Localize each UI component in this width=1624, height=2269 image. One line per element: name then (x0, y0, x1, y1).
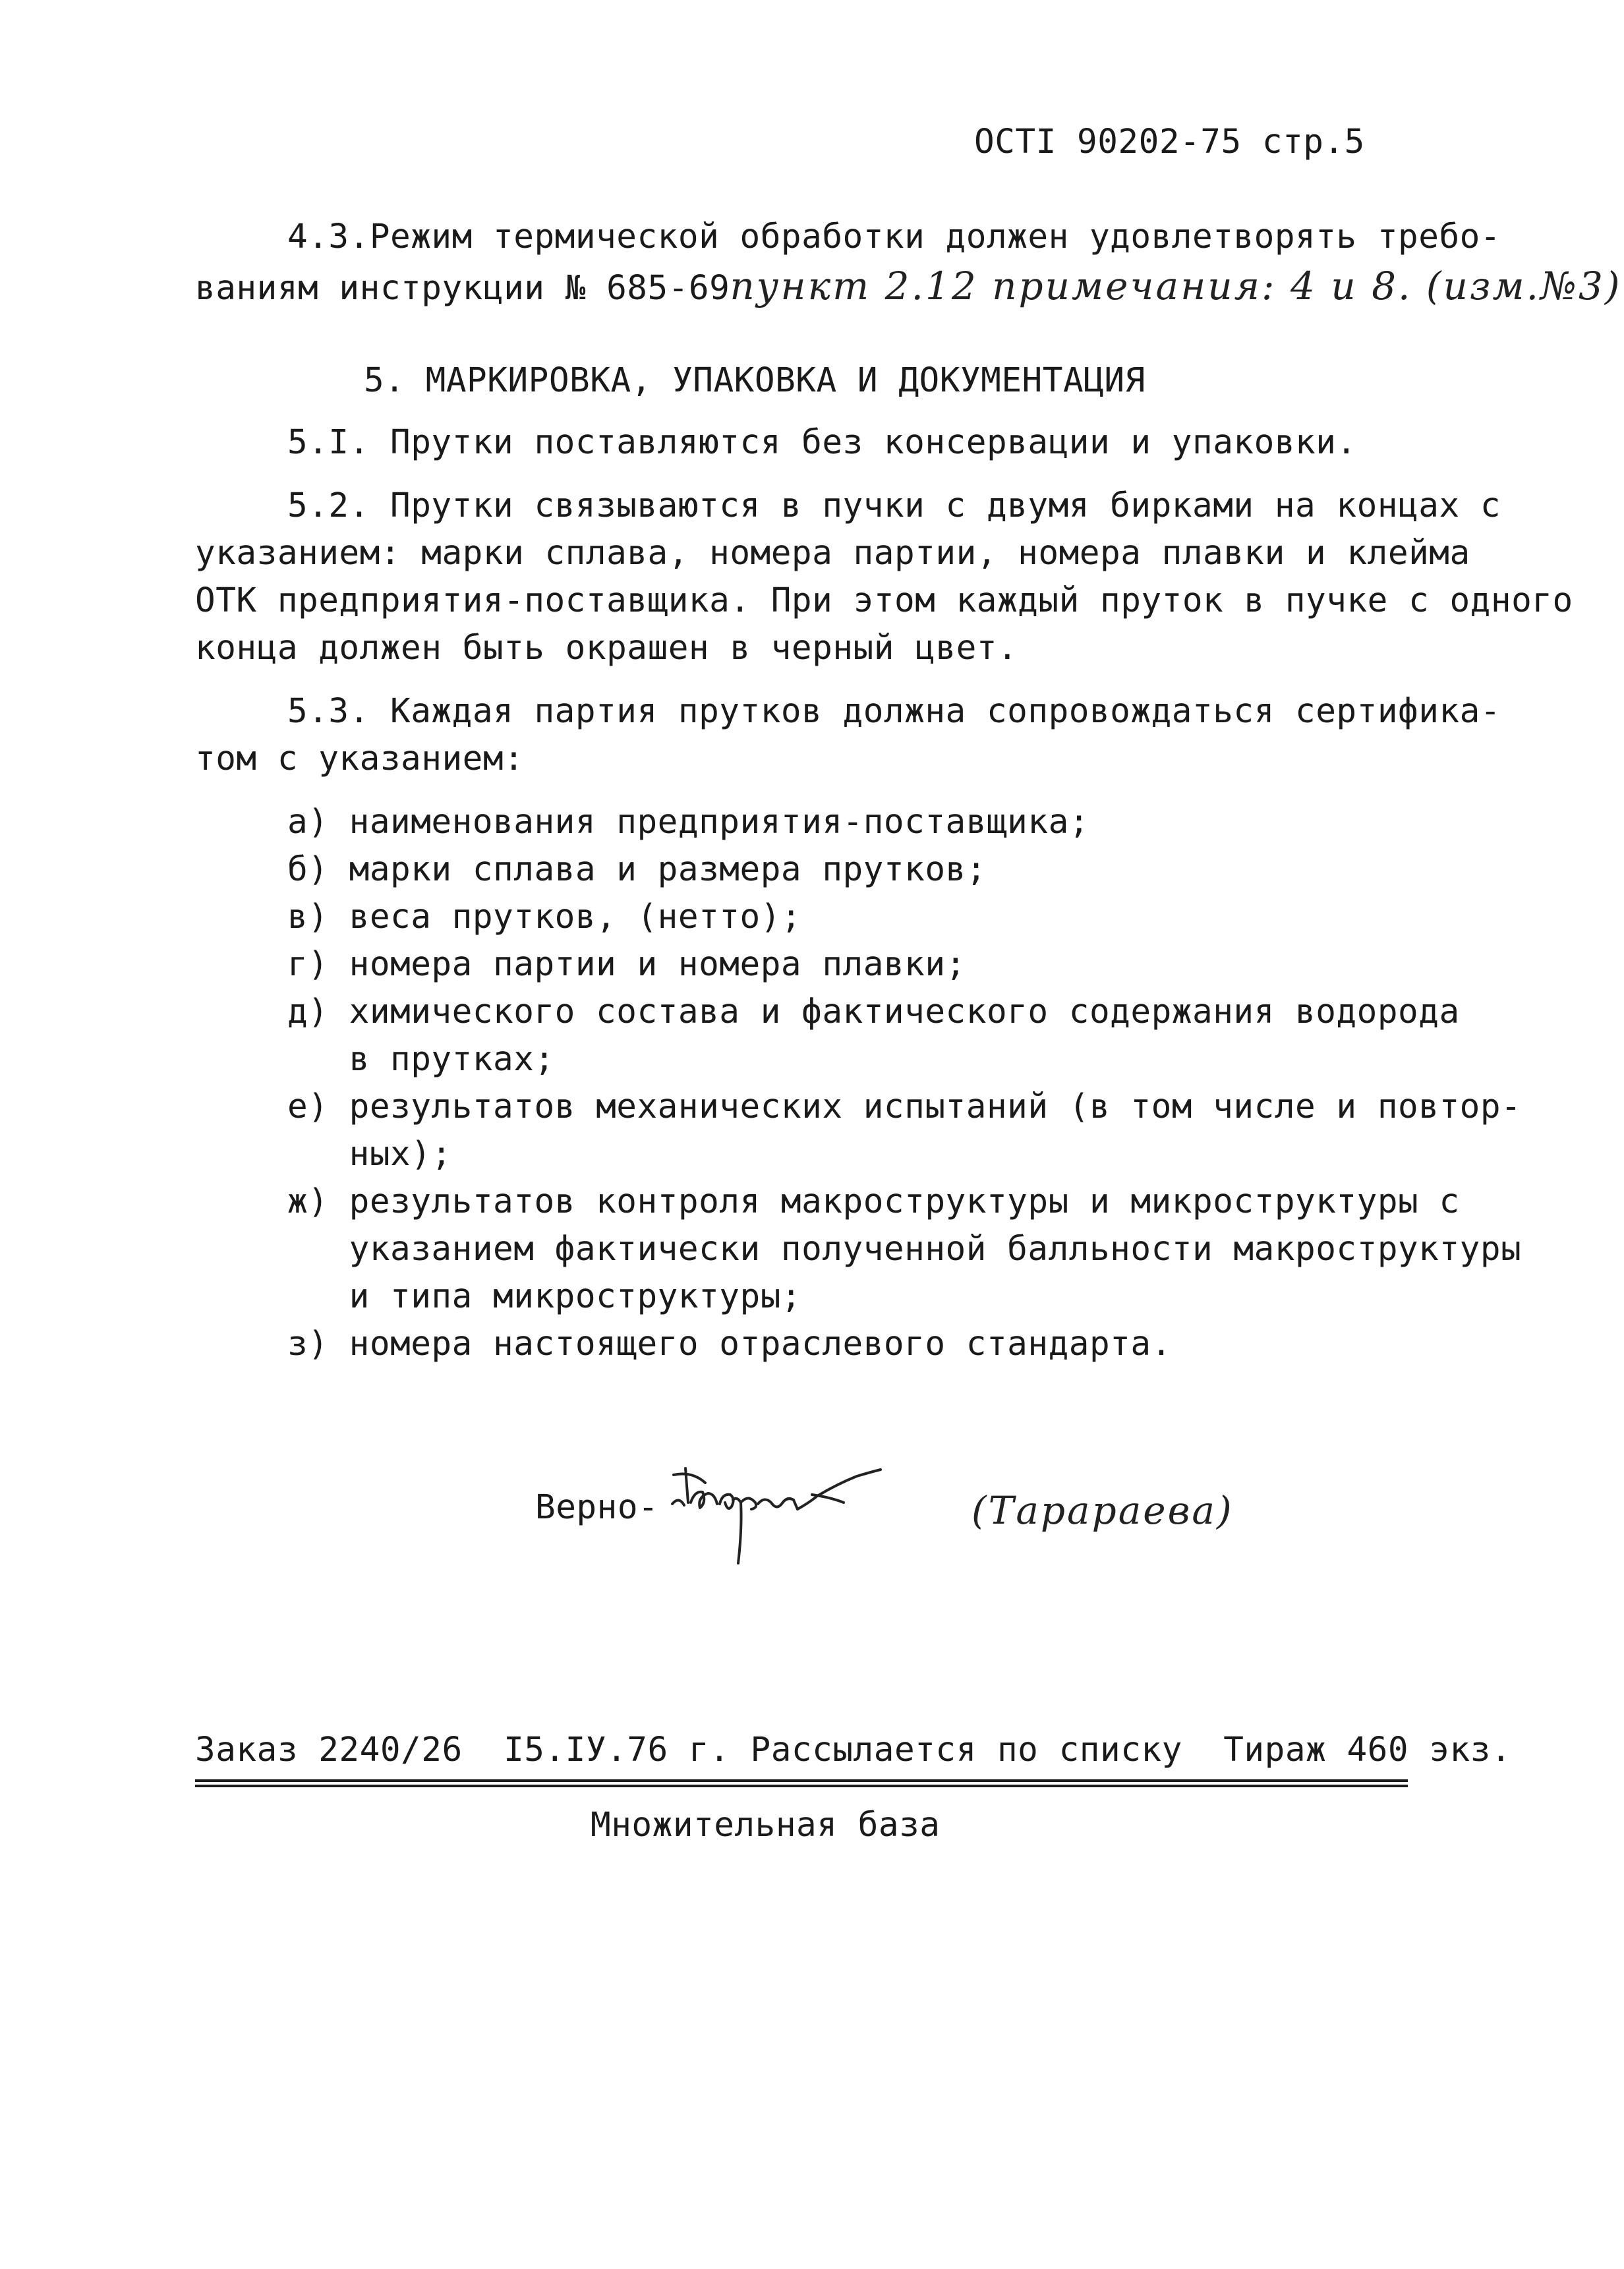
list-item-d-cont: в прутках; (287, 1040, 555, 1079)
section-5-title: 5. МАРКИРОВКА, УПАКОВКА И ДОКУМЕНТАЦИЯ (364, 361, 1146, 400)
document-reference: ОСТI 90202-75 стр.5 (974, 123, 1365, 161)
handwritten-amendment: пункт 2.12 примечания: 4 и 8. (изм.№3) (730, 264, 1622, 308)
imprint-rule-bottom (195, 1785, 1408, 1787)
signatory-name: (Тарараева) (972, 1488, 1234, 1533)
clause-5-1: 5.I. Прутки поставляются без консервации и упаковки. (287, 423, 1357, 462)
list-item-b: б) марки сплава и размера прутков; (287, 850, 987, 889)
clause-5-2-line-3: ОТК предприятия-поставщика. При этом каждый пруток в пучке с одного (195, 581, 1573, 620)
list-item-e-cont: ных); (287, 1135, 452, 1174)
signature-image (659, 1456, 936, 1575)
imprint-rule-top (195, 1779, 1408, 1782)
list-item-zh-cont-2: и типа микроструктуры; (287, 1277, 802, 1316)
list-item-zh-cont-1: указанием фактически полученной балльности макроструктуры (287, 1230, 1522, 1269)
clause-4-3-typed-text: ваниям инструкции № 685-69 (195, 269, 730, 308)
clause-5-3-line-2: том с указанием: (195, 739, 525, 778)
list-item-zh: ж) результатов контроля макроструктуры и микроструктуры с (287, 1182, 1460, 1221)
list-item-g: г) номера партии и номера плавки; (287, 945, 966, 984)
clause-5-2-line-1: 5.2. Прутки связываются в пучки с двумя бирками на концах с (287, 486, 1501, 525)
clause-5-3-line-1: 5.3. Каждая партия прутков должна сопровождаться сертифика- (287, 692, 1501, 731)
clause-4-3-line-2 (195, 266, 1621, 308)
list-item-e: е) результатов механических испытаний (в том числе и повтор- (287, 1087, 1522, 1126)
clause-5-2-line-2: указанием: марки сплава, номера партии, номера плавки и клейма (195, 534, 1470, 573)
imprint-line: Заказ 2240/26 I5.IУ.76 г. Рассылается по списку Тираж 460 экз. (195, 1731, 1512, 1769)
list-item-d: д) химического состава и фактического содержания водорода (287, 992, 1460, 1031)
list-item-z: з) номера настоящего отраслевого стандарта. (287, 1325, 1172, 1364)
list-item-a: а) наименования предприятия-поставщика; (287, 803, 1089, 842)
certification-label: Верно- (535, 1488, 659, 1527)
clause-4-3-line-1: 4.3.Режим термической обработки должен удовлетворять требо- (287, 217, 1501, 256)
clause-5-2-line-4: конца должен быть окрашен в черный цвет. (195, 629, 1018, 668)
list-item-v: в) веса прутков, (нетто); (287, 898, 802, 936)
publisher-name: Множительная база (591, 1806, 941, 1845)
